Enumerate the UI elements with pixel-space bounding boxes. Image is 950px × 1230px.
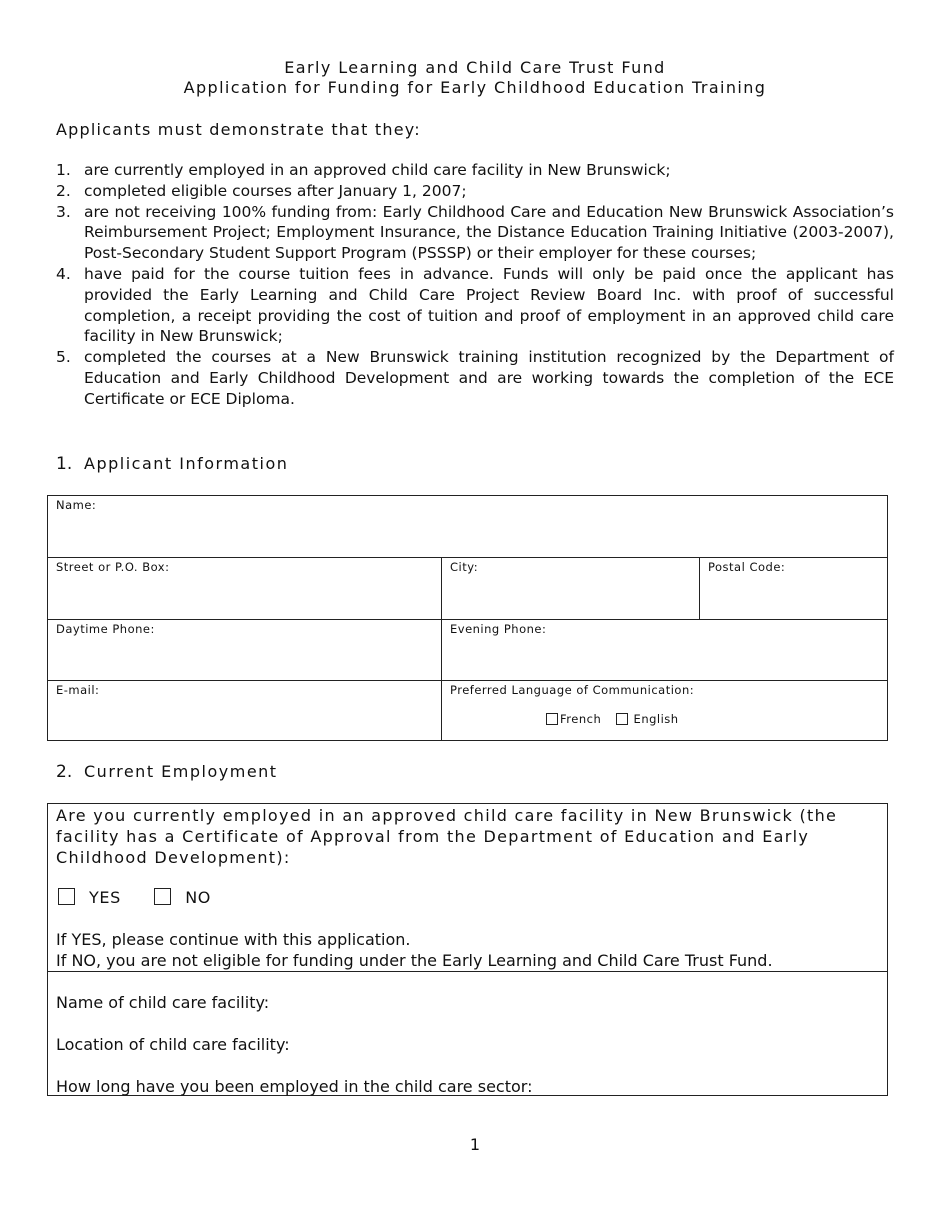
- preferred-language-field: [441, 680, 887, 740]
- requirement-text: are currently employed in an approved child care facility in New Brunswick;: [84, 161, 671, 179]
- requirement-item: [56, 264, 894, 347]
- requirement-text: are not receiving 100% funding from: Early Childhood Care and Education New Brunswick Association’s Reimbursement Project; Employment Insurance, the Distance Education Training Initiative (2003-2007), Post-Secondary Student Support Program (PSSSP) or their employer for these courses;: [84, 202, 894, 263]
- yes-no-options: [58, 888, 211, 907]
- form-title: Early Learning and Child Care Trust Fund: [284, 58, 666, 77]
- if-no-note: If NO, you are not eligible for funding under the Early Learning and Child Care Trust Fund.: [56, 951, 773, 970]
- section-number: 1.: [56, 454, 73, 474]
- postal-code-label: Postal Code:: [708, 560, 786, 574]
- requirement-number: 4.: [56, 264, 71, 283]
- email-field[interactable]: [48, 680, 441, 740]
- preferred-language-label: Preferred Language of Communication:: [450, 683, 695, 697]
- intro-text: Applicants must demonstrate that they:: [56, 120, 421, 139]
- section-current-employment-heading: [56, 762, 278, 782]
- requirement-number: 3.: [56, 202, 71, 221]
- email-label: E-mail:: [56, 683, 100, 697]
- no-label: NO: [185, 888, 211, 907]
- french-checkbox[interactable]: [546, 713, 558, 725]
- name-field[interactable]: [48, 496, 887, 557]
- applicant-info-table: [47, 495, 888, 741]
- section-title: Applicant Information: [84, 454, 289, 473]
- french-label: French: [560, 712, 602, 726]
- english-label: English: [633, 712, 679, 726]
- facility-location-field[interactable]: Location of child care facility:: [56, 1035, 290, 1054]
- requirement-item: [56, 181, 894, 202]
- requirement-text: completed the courses at a New Brunswick training institution recognized by the Department of Education and Early Childhood Development and are working towards the completion of the ECE Certificate or ECE Diploma.: [84, 348, 894, 408]
- city-label: City:: [450, 560, 479, 574]
- yes-label: YES: [89, 888, 121, 907]
- employment-duration-field[interactable]: How long have you been employed in the child care sector:: [56, 1077, 533, 1096]
- section-applicant-info-heading: [56, 454, 288, 474]
- employment-table: [47, 803, 888, 1096]
- employment-details-cell: [48, 971, 887, 1096]
- yes-checkbox[interactable]: [58, 888, 75, 905]
- street-field[interactable]: [48, 557, 441, 619]
- section-number: 2.: [56, 762, 73, 782]
- facility-name-field[interactable]: Name of child care facility:: [56, 993, 270, 1012]
- requirements-list: [56, 160, 894, 410]
- postal-code-field[interactable]: [699, 557, 887, 619]
- requirement-text: have paid for the course tuition fees in advance. Funds will only be paid once the applicant has provided the Early Learning and Child Care Project Review Board Inc. with proof of successful completion, a receipt providing the cost of tuition and proof of employment in an approved child care facility in New Brunswick;: [84, 264, 894, 346]
- requirement-item: [56, 347, 894, 409]
- section-title: Current Employment: [84, 762, 278, 781]
- evening-phone-label: Evening Phone:: [450, 622, 547, 636]
- street-label: Street or P.O. Box:: [56, 560, 170, 574]
- requirement-item: [56, 202, 894, 264]
- employment-question: Are you currently employed in an approved child care facility in New Brunswick (the facility has a Certificate of Approval from the Department of Education and Early Childhood Development):: [56, 806, 838, 867]
- requirement-number: 2.: [56, 181, 71, 200]
- evening-phone-field[interactable]: [441, 619, 887, 680]
- name-label: Name:: [56, 498, 97, 512]
- requirement-number: 5.: [56, 348, 71, 367]
- if-yes-note: If YES, please continue with this application.: [56, 930, 411, 949]
- employment-question-cell: [48, 804, 887, 971]
- requirement-text: completed eligible courses after January 1, 2007;: [84, 181, 467, 200]
- requirement-number: 1.: [56, 161, 71, 179]
- requirement-item: [56, 160, 894, 181]
- city-field[interactable]: [441, 557, 699, 619]
- page-number: 1: [469, 1135, 481, 1154]
- form-subtitle: Application for Funding for Early Childhood Education Training: [183, 78, 767, 97]
- daytime-phone-field[interactable]: [48, 619, 441, 680]
- no-checkbox[interactable]: [154, 888, 171, 905]
- language-options: [546, 712, 679, 726]
- daytime-phone-label: Daytime Phone:: [56, 622, 155, 636]
- english-checkbox[interactable]: [616, 713, 628, 725]
